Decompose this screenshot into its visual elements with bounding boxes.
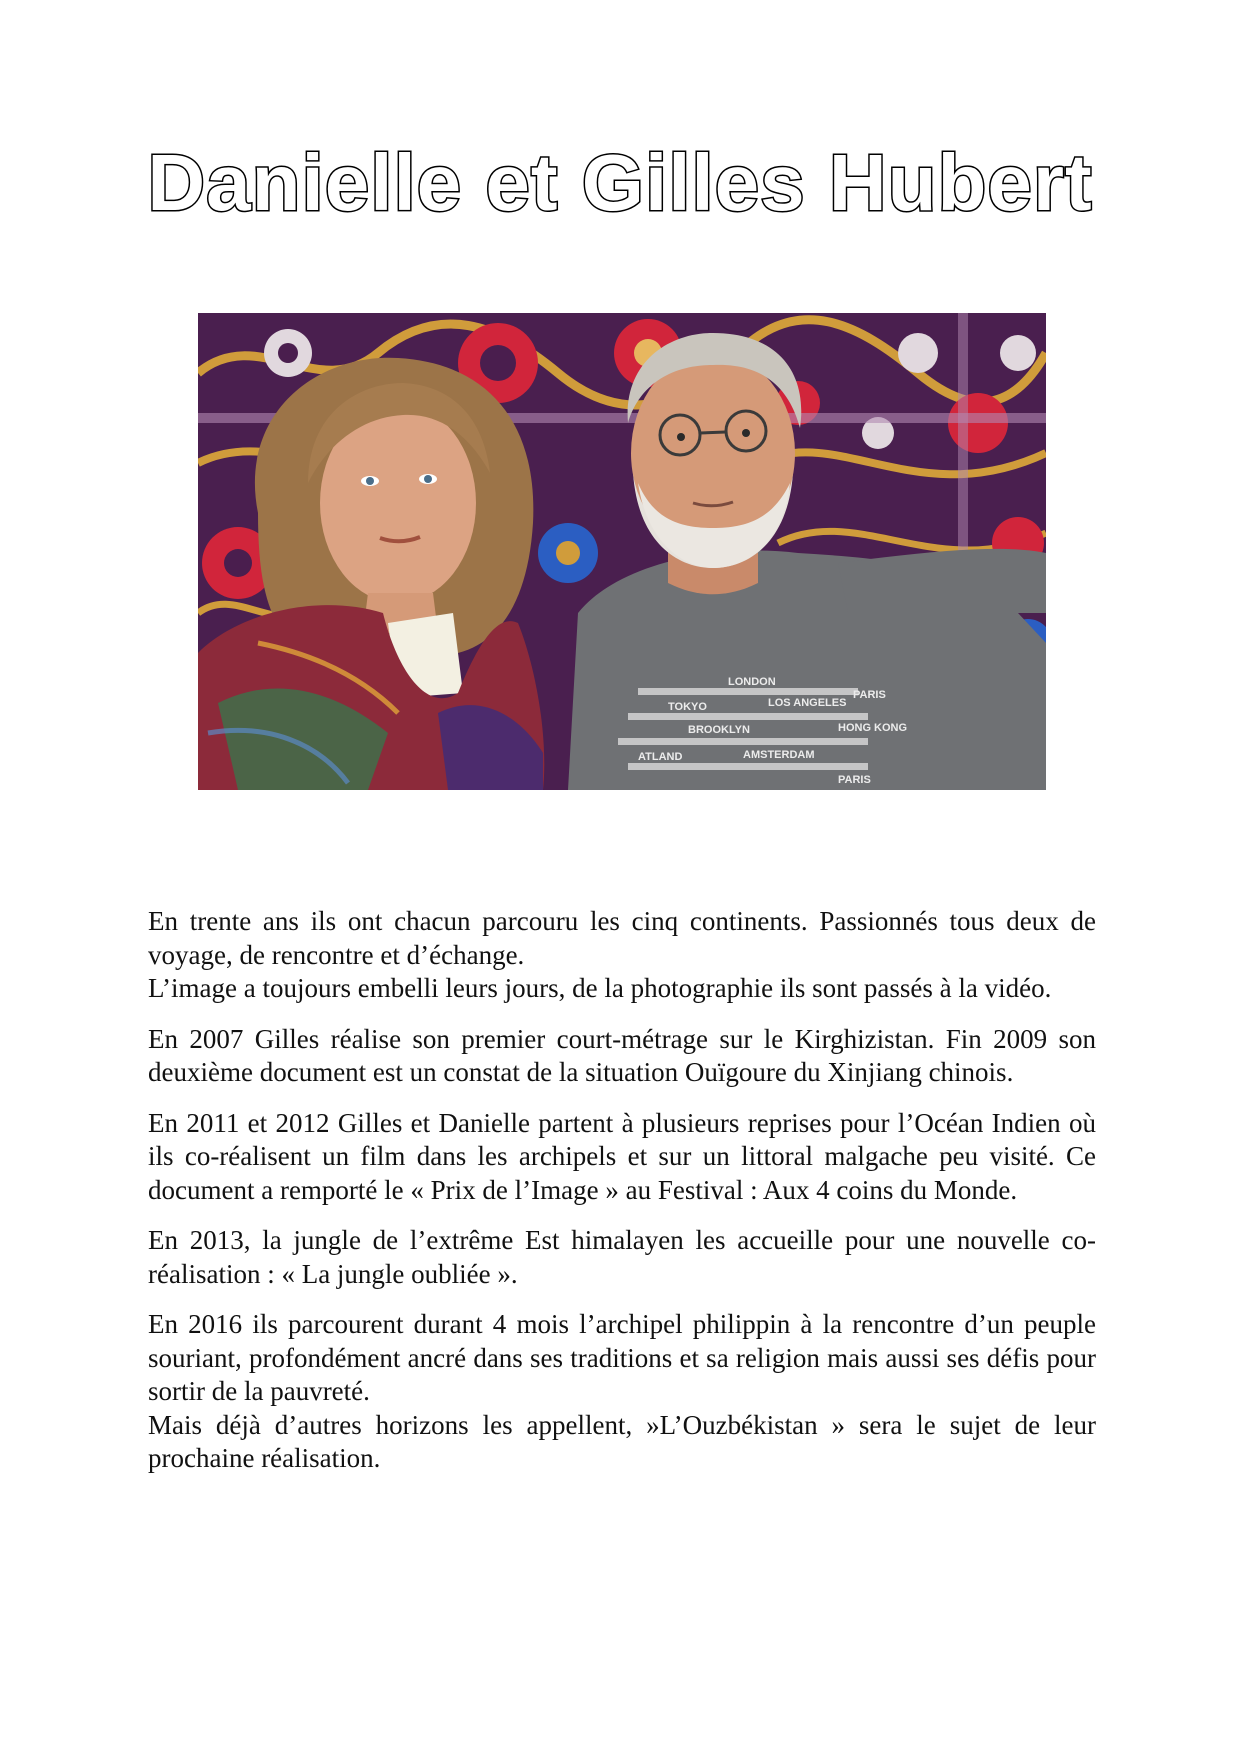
- shirt-text-8: AMSTERDAM: [743, 749, 815, 761]
- paragraph-6: En 2016 ils parcourent durant 4 mois l’archipel philippin à la rencontre d’un peuple souriant, profondément ancré dans ses traditions et sa religion mais aussi ses défis pour sortir de la pauvreté.: [148, 1309, 1096, 1406]
- shirt-text-9: PARIS: [838, 774, 871, 786]
- page-title: Danielle et Gilles Hubert: [147, 138, 1093, 227]
- shirt-text-1: LONDON: [728, 676, 776, 688]
- shirt-text-2: TOKYO: [668, 701, 707, 713]
- paragraph-4: En 2011 et 2012 Gilles et Danielle partent à plusieurs reprises pour l’Océan Indien où ils co-réalisent un film dans les archipels et sur un littoral malgache peu visité. Ce document a remporté le « Prix de l’Image » au Festival : Aux 4 coins du Monde.: [148, 1107, 1096, 1205]
- portrait-illustration: [198, 313, 1046, 790]
- shirt-text-7: ATLAND: [638, 751, 683, 763]
- shirt-text-4: BROOKLYN: [688, 724, 750, 736]
- paragraph-3: En 2007 Gilles réalise son premier court-métrage sur le Kirghizistan. Fin 2009 son deuxième document est un constat de la situation Ouïgoure du Xinjiang chinois.: [148, 1023, 1096, 1087]
- shirt-text-6: HONG KONG: [838, 722, 908, 734]
- paragraph-5: En 2013, la jungle de l’extrême Est himalayen les accueille pour une nouvelle co-réalisation : « La jungle oubliée ».: [148, 1225, 1096, 1289]
- biography-text: [148, 905, 1096, 1493]
- shirt-text-3: LOS ANGELES: [768, 697, 847, 709]
- shirt-text-5: PARIS: [853, 689, 886, 701]
- paragraph-1: En trente ans ils ont chacun parcouru les cinq continents. Passionnés tous deux de voyage, de rencontre et d’échange.: [148, 906, 1096, 970]
- paragraph-7: Mais déjà d’autres horizons les appellent, »L’Ouzbékistan » sera le sujet de leur prochaine réalisation.: [148, 1409, 1096, 1473]
- portrait-photo: [198, 313, 1046, 790]
- paragraph-2: L’image a toujours embelli leurs jours, de la photographie ils sont passés à la vidéo.: [148, 973, 1052, 1003]
